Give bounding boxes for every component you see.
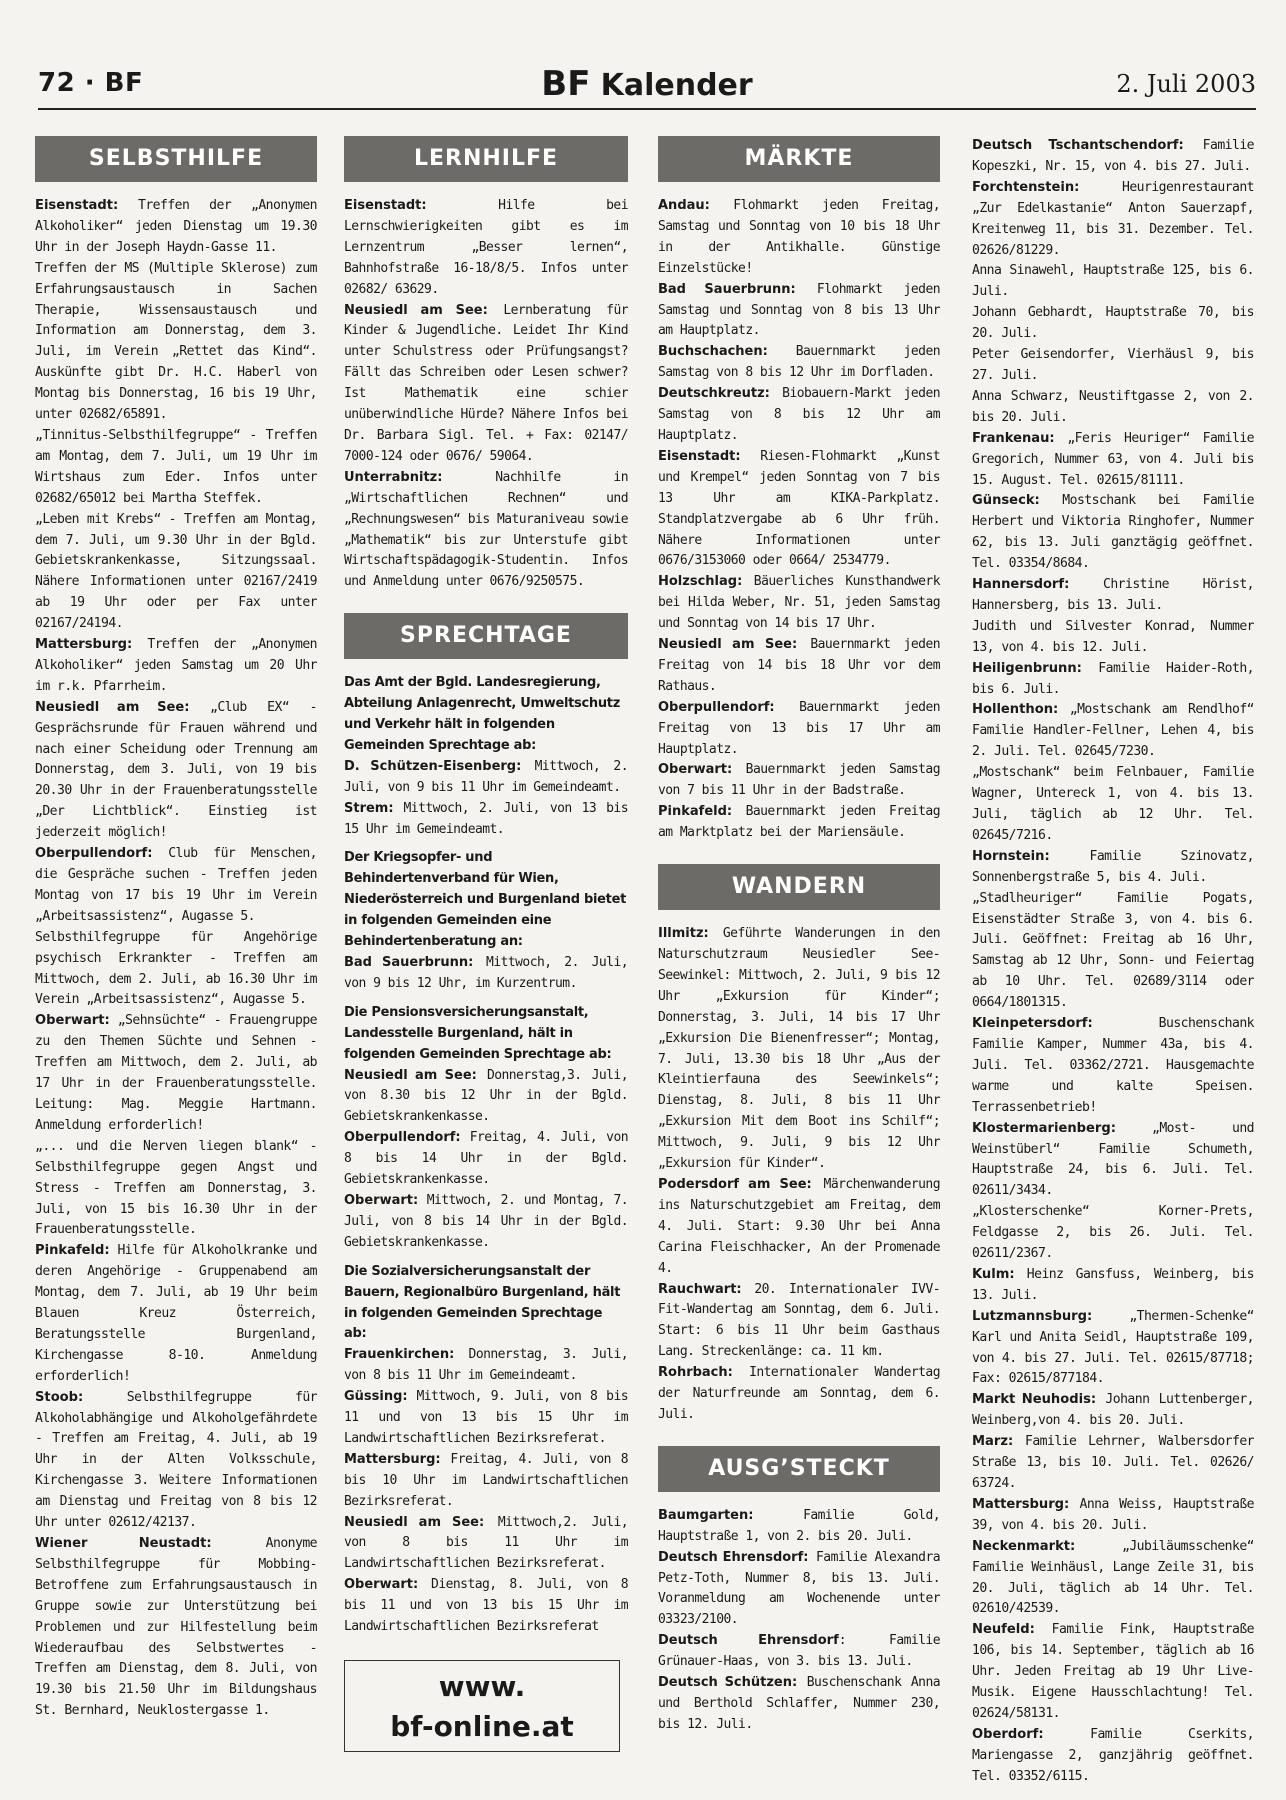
listing-entry (972, 1725, 1254, 1788)
listing-entry (972, 1307, 1254, 1391)
listing-place: Hannersdorf: (972, 577, 1070, 593)
listing-text: Familie Kopeszki, Nr. 15, von 4. bis 27. Juli. (972, 138, 1255, 174)
sprechtage-block (344, 757, 628, 841)
listing-place: Markt Neuhodis: (972, 1392, 1097, 1408)
listing-place: Hornstein: (972, 848, 1050, 864)
listing-entry (658, 1673, 940, 1736)
listing-place: Rohrbach: (658, 1365, 733, 1381)
listing-entry (658, 447, 940, 572)
listing-text: Mostschank bei Familie Herbert und Viktoria Ringhofer, Nummer 62, bis 13. Juli ganztägig geöffnet. Tel. 03354/8684. (972, 493, 1254, 572)
listing-text: „Most- und Weinstüberl“ Familie Schumeth, Hauptstraße 24, bis 6. Juli. Tel. 02611/3434. (972, 1120, 1254, 1199)
sprechtage-intro: Das Amt der Bgld. Landesregierung, Abteilung Anlagenrecht, Umweltschutz und Verkehr hält in folgenden Gemeinden Sprechtage ab: (344, 675, 620, 753)
listing-entry (658, 1506, 940, 1548)
listing-text: Internationaler Wandertag der Naturfreunde am Sonntag, dem 6. Juli. (658, 1365, 940, 1422)
listing-text: Familie Haider-Roth, bis 6. Juli. (972, 660, 1254, 697)
section-heading-sprechtage: SPRECHTAGE (344, 613, 628, 659)
listing-text: Anna Weiss, Hauptstraße 39, von 4. bis 20. Juli. (972, 1496, 1254, 1533)
listing-text: „Mostschank“ beim Felnbauer, Familie Wagner, Untereck 1, von 4. bis 13. Juli, täglich ab 12 Uhr. Tel. 02645/7216. (972, 765, 1254, 843)
column-lernhilfe-sprechtage (344, 136, 628, 1752)
listing-text: Freitag, 4. Juli, von 8 bis 14 Uhr in der Bgld. Gebietskrankenkasse. (344, 1130, 628, 1188)
entries-sprechtage (344, 673, 628, 1638)
listing-entry (658, 1363, 940, 1426)
section-heading-maerkte: MÄRKTE (658, 136, 940, 182)
listing-entry (972, 1537, 1254, 1621)
listing-text: Treffen der „Anonymen Alkoholiker“ jeden Dienstag um 19.30 Uhr in der Joseph Haydn-Gasse 11. (35, 198, 317, 255)
listing-entry (344, 1450, 628, 1513)
listing-place: Deutsch Ehrensdorf (658, 1633, 839, 1649)
listing-text: Buschenschank Anna und Berthold Schlaffer, Nummer 230, bis 12. Juli. (658, 1675, 940, 1732)
listing-place: Rauchwart: (658, 1281, 742, 1297)
listing-entry (658, 635, 940, 698)
listing-place: Pinkafeld: (35, 1243, 110, 1259)
listing-text: Flohmarkt jeden Samstag und Sonntag von 8 bis 13 Uhr am Hauptplatz. (658, 281, 940, 339)
listing-entry (972, 178, 1254, 262)
issue-date: 2. Juli 2003 (1116, 70, 1256, 98)
listing-text: Flohmarkt jeden Freitag, Samstag und Sonntag von 10 bis 18 Uhr in der Antikhalle. Günstige Einzelstücke! (658, 198, 940, 276)
listing-text: Hilfe für Alkoholkranke und deren Angehörige - Gruppenabend am Montag, dem 7. Juli, ab 19 Uhr beim Blauen Kreuz Österreich, Beratungsstelle Burgenland, Kirchengasse 8-10. Anmeldung erforderlich! (35, 1243, 317, 1384)
listing-entry (972, 1495, 1254, 1537)
listing-text: Familie Cserkits, Mariengasse 2, ganzjährig geöffnet. Tel. 03352/6115. (972, 1726, 1254, 1784)
listing-place: Güssing: (344, 1389, 408, 1405)
listing-place: Oberwart: (344, 1192, 419, 1208)
listing-place: Strem: (344, 800, 394, 816)
listing-text: Lernberatung für Kinder & Jugendliche. Leidet Ihr Kind unter Schulstress oder Prüfungsangst? Fällt das Schreiben oder Lesen schwer? Ist Mathematik eine schier unüberwindliche Hürde? Nähere Infos bei Dr. Barbara Sigl. Tel. + Fax: 02147/ 7000-124 oder 0676/ 59064. (344, 302, 628, 464)
listing-place: Neusiedl am See: (344, 1514, 485, 1530)
sprechtage-block (344, 953, 628, 995)
listing-text: Familie Gold, Hauptstraße 1, von 2. bis 20. Juli. (658, 1507, 940, 1544)
listing-place: Frankenau: (972, 430, 1055, 446)
listing-place: Deutschkreutz: (658, 386, 770, 402)
listing-text: Treffen der MS (Multiple Sklerose) zum Erfahrungsaustausch in Sachen Therapie, Wissensaustausch und Information am Donnerstag, dem 3. Juli, im Verein „Rettet das Kind“. Auskünfte gibt Dr. H.C. Haberl von Montag bis Donnerstag, 16 bis 19 Uhr, unter 02682/65891. (35, 260, 317, 423)
section-heading-ausgsteckt: AUSG’STECKT (658, 1446, 940, 1492)
listing-entry (344, 196, 628, 301)
listing-entry (344, 1513, 628, 1576)
listing-entry (972, 1014, 1254, 1119)
listing-entry (344, 757, 628, 799)
listing-place: Deutsch Tschantschendorf: (972, 138, 1184, 153)
listing-entry (972, 261, 1254, 303)
listing-place: Neusiedl am See: (344, 302, 488, 318)
listing-place: Klostermarienberg: (972, 1120, 1116, 1136)
listing-place: Pinkafeld: (658, 804, 733, 820)
listing-place: Mattersburg: (972, 1496, 1070, 1512)
sprechtage-intro: Die Sozialversicherungsanstalt der Bauern, Regionalbüro Burgenland, hält in folgenden Gemeinden Sprechtage ab: (344, 1263, 621, 1342)
listing-place: Holzschlag: (658, 574, 743, 590)
listing-place: Heiligenbrunn: (972, 660, 1082, 676)
listing-entry (972, 1432, 1254, 1495)
listing-entry (35, 1534, 317, 1722)
column-selbsthilfe (35, 136, 317, 1722)
listing-place: Podersdorf am See: (658, 1176, 812, 1192)
listing-text: Mittwoch, 2. und Montag, 7. Juli, von 8 bis 14 Uhr in der Bgld. Gebietskrankenkasse. (344, 1192, 628, 1250)
listing-place: Illmitz: (658, 926, 709, 942)
listing-entry (35, 635, 317, 698)
listing-text: Geführte Wanderungen in den Naturschutzraum Neusiedler See-Seewinkel: Mittwoch, 2. Juli, 9 bis 12 Uhr „Exkursion für Kinder“; Donnerstag, 3. Juli, 14 bis 17 Uhr „Exkursion Die Bienenfresser“; Montag, 7. Juli, 13.30 bis 18 Uhr „Aus der Kleintierfauna des Seewinkels“; Dienstag, 8. Juli, 8 bis 11 Uhr „Exkursion Mit dem Boot ins Schilf“; Mittwoch, 9. Juli, 9 bis 12 Uhr „Exkursion für Kinder“. (658, 926, 940, 1172)
listing-entry (972, 429, 1254, 492)
listing-text: Märchenwanderung ins Naturschutzgebiet am Freitag, dem 4. Juli. Start: 9.30 Uhr bei Anna Carina Fleischhacker, An der Promenade 4. (658, 1176, 940, 1276)
listing-entry (35, 928, 317, 1012)
listing-text: 20. Internationaler IVV-Fit-Wandertag am Sonntag, dem 6. Juli. Start: 6 bis 11 Uhr beim Gasthaus Lang. Streckenlänge: ca. 11 km. (658, 1281, 940, 1360)
listing-text: Selbsthilfegruppe für Angehörige psychisch Erkrankter - Treffen am Mittwoch, dem 2. Juli, ab 16.30 Uhr im Verein „Arbeitsassistenz“, Augasse 5. (35, 929, 317, 1008)
entries-wandern (658, 924, 940, 1426)
listing-place: Oberwart: (35, 1013, 110, 1029)
listing-place: Eisenstadt: (658, 448, 741, 464)
listing-entry (972, 1119, 1254, 1203)
listing-place: Kulm: (972, 1266, 1015, 1282)
listing-text: Donnerstag, 3. Juli, von 8 bis 11 Uhr im Gemeindeamt. (344, 1347, 628, 1384)
listing-entry (35, 510, 317, 635)
listing-entry (344, 301, 628, 468)
listing-entry (972, 700, 1254, 763)
listing-place: Frauenkirchen: (344, 1347, 455, 1363)
listing-entry (658, 1280, 940, 1364)
listing-text: Treffen der „Anonymen Alkoholiker“ jeden Samstag um 20 Uhr im r.k. Pfarrheim. (35, 637, 317, 694)
listing-entry (972, 387, 1254, 429)
entries-selbsthilfe (35, 196, 317, 1722)
listing-text: „Thermen-Schenke“ Karl und Anita Seidl, Hauptstraße 109, von 4. bis 27. Juli. Tel. 02615/87718; Fax: 02615/877184. (972, 1308, 1254, 1387)
listing-text: „Mostschank am Rendlhof“ Familie Handler-Fellner, Lehen 4, bis 2. Juli. Tel. 02645/7230. (972, 702, 1254, 760)
listing-entry (658, 802, 940, 844)
sprechtage-intro: Die Pensionsversicherungsanstalt, Landesstelle Burgenland, hält in folgenden Gemeinden Sprechtage ab: (344, 1004, 612, 1062)
listing-text: Mittwoch, 2. Juli, von 9 bis 12 Uhr, im Kurzentrum. (344, 955, 628, 991)
listing-place: Neusiedl am See: (344, 1067, 477, 1083)
listing-entry (658, 384, 940, 447)
listing-entry (658, 760, 940, 802)
listing-entry (658, 342, 940, 384)
listing-place: Unterrabnitz: (344, 469, 443, 485)
listing-text: Freitag, 4. Juli, von 8 bis 10 Uhr im Landwirtschaftlichen Bezirksreferat. (344, 1451, 628, 1509)
listing-text: Riesen-Flohmarkt „Kunst und Krempel“ jeden Sonntag von 7 bis 13 Uhr am KIKA-Parkplatz. Standplatzvergabe ab 6 Uhr früh. Nähere Informationen unter 0676/3153060 oder 0664/ 2534779. (658, 448, 940, 569)
listing-entry (972, 345, 1254, 387)
sprechtage-block (344, 1345, 628, 1638)
section-heading-wandern: WANDERN (658, 864, 940, 910)
listing-place: Deutsch Ehrensdorf: (658, 1549, 809, 1565)
listing-entry (344, 1128, 628, 1191)
listing-place: Oberdorf: (972, 1726, 1044, 1742)
listing-text: „Leben mit Krebs“ - Treffen am Montag, dem 7. Juli, um 9.30 Uhr in der Bgld. Gebietskrankenkasse, Sitzungssaal. Nähere Informationen unter 02167/2419 ab 19 Uhr oder per Fax unter 02167/24194. (35, 511, 317, 632)
listing-text: Anna Sinawehl, Hauptstraße 125, bis 6. Juli. (972, 263, 1254, 300)
listing-text: Familie Szinovatz, Sonnenbergstraße 5, bis 4. Juli. (972, 848, 1254, 885)
title-logo: BF (541, 64, 591, 104)
listing-text: Bauernmarkt jeden Samstag von 7 bis 11 Uhr in der Badstraße. (658, 762, 940, 799)
listing-place: Bad Sauerbrunn: (344, 955, 474, 970)
listing-text: „... und die Nerven liegen blank“ - Selbsthilfegruppe gegen Angst und Stress - Treffen am Donnerstag, 3. Juli, von 15 bis 16.30 Uhr in der Frauenberatungsstelle. (35, 1138, 317, 1238)
listing-text: Dienstag, 8. Juli, von 8 bis 11 und von 13 bis 15 Uhr im Landwirtschaftlichen Bezirksreferat (344, 1577, 628, 1635)
entries-maerkte (658, 196, 940, 844)
listing-text: Mittwoch, 2. Juli, von 9 bis 11 Uhr im Gemeindeamt. (344, 758, 628, 795)
listing-place: Wiener Neustadt: (35, 1536, 212, 1551)
listing-entry (35, 1137, 317, 1242)
sprechtage-intro: Der Kriegsopfer- und Behindertenverband für Wien, Niederösterreich und Burgenland bietet in folgenden Gemeinden eine Behindertenberatung an: (344, 850, 627, 950)
listing-text: Christine Hörist, Hannersberg, bis 13. Juli. (972, 577, 1254, 613)
listing-place: Mattersburg: (35, 637, 133, 653)
listing-entry (658, 1175, 940, 1280)
listing-entry (972, 847, 1254, 889)
listing-text: Anna Schwarz, Neustiftgasse 2, von 2. bis 20. Juli. (972, 388, 1254, 425)
listing-place: Oberwart: (658, 762, 733, 778)
listing-text: : Familie Grünauer-Haas, von 3. bis 13. Juli. (658, 1633, 940, 1670)
website-line-1: www. (438, 1670, 526, 1703)
section-heading-selbsthilfe: SELBSTHILFE (35, 136, 317, 182)
column-maerkte-wandern (658, 136, 940, 1736)
listing-entry (658, 280, 940, 343)
listing-entry (972, 491, 1254, 575)
listing-text: Peter Geisendorfer, Vierhäusl 9, bis 27. Juli. (972, 347, 1254, 383)
listing-place: Neusiedl am See: (658, 637, 798, 653)
listing-text: Nachhilfe in „Wirtschaftlichen Rechnen“ und „Rechnungswesen“ bis Maturaniveau sowie „Mathematik“ bis zur Unterstufe gibt Wirtschaftspädagogik-Studentin. Infos und Anmeldung unter 0676/9250575. (344, 469, 628, 590)
listing-place: Mattersburg: (344, 1451, 441, 1467)
listing-entry (972, 1202, 1254, 1265)
listing-text: Judith und Silvester Konrad, Nummer 13, von 4. bis 12. Juli. (972, 618, 1254, 655)
listing-text: Familie Fink, Hauptstraße 106, bis 14. September, täglich ab 16 Uhr. Jeden Freitag ab 19 Uhr Live-Musik. Eigene Hausschlachtung! Tel. 02624/58131. (972, 1622, 1254, 1721)
listing-entry (35, 698, 317, 844)
listing-place: Andau: (658, 198, 710, 213)
listing-text: Mittwoch,2. Juli, von 8 bis 11 Uhr im Landwirtschaftlichen Bezirksreferat. (344, 1514, 628, 1572)
website-line-2: bf-online.at (390, 1710, 574, 1743)
page-header (38, 58, 1256, 112)
website-box[interactable] (344, 1660, 620, 1752)
listing-entry (972, 889, 1254, 1014)
page-number: 72 · BF (38, 68, 144, 98)
listing-place: Eisenstadt: (344, 198, 427, 213)
listing-text: Buschenschank Familie Kamper, Nummer 43a, bis 4. Juli. Tel. 03362/2721. Hausgemachte warme und kalte Speisen. Terrassenbetrieb! (972, 1016, 1254, 1115)
listing-entry (344, 799, 628, 841)
listing-place: Forchtenstein: (972, 179, 1080, 195)
listing-entry (35, 1388, 317, 1534)
listing-text: Heinz Gansfuss, Weinberg, bis 13. Juli. (972, 1266, 1254, 1303)
listing-place: Oberpullendorf: (35, 846, 153, 862)
listing-entry (972, 303, 1254, 345)
listing-entry (344, 1066, 628, 1129)
listing-place: Lutzmannsburg: (972, 1308, 1093, 1324)
listing-text: Bauernmarkt jeden Freitag von 14 bis 18 Uhr vor dem Rathaus. (658, 637, 940, 694)
listing-entry (658, 1548, 940, 1632)
listing-text: Familie Alexandra Petz-Toth, Nummer 8, bis 13. Juli. Voranmeldung am Wochenende unter 03323/2100. (658, 1549, 940, 1628)
entries-ausgsteckt-continued (972, 136, 1254, 1788)
listing-place: Günseck: (972, 493, 1040, 509)
listing-entry (972, 1265, 1254, 1307)
listing-place: Kleinpetersdorf: (972, 1016, 1093, 1032)
listing-place: Marz: (972, 1434, 1014, 1450)
title-text: Kalender (600, 68, 753, 103)
listing-entry (972, 1390, 1254, 1432)
sprechtage-block (344, 1066, 628, 1254)
listing-text: Mittwoch, 9. Juli, von 8 bis 11 und von 13 bis 15 Uhr im Landwirtschaftlichen Bezirksreferat. (344, 1389, 628, 1446)
listing-text: „Klosterschenke“ Korner-Prets, Feldgasse 2, bis 26. Juli. Tel. 02611/2367. (972, 1204, 1254, 1262)
listing-entry (35, 426, 317, 510)
listing-text: Johann Luttenberger, Weinberg,von 4. bis 20. Juli. (972, 1392, 1255, 1429)
listing-text: Anonyme Selbsthilfegruppe für Mobbing-Betroffene zum Erfahrungsaustausch in Gruppe sowie zur Unterstützung bei Problemen und zur Hilfestellung beim Wiederaufbau des Selbstwertes - Treffen am Dienstag, dem 8. Juli, von 19.30 bis 21.50 Uhr im Bildungshaus St. Bernhard, Neuklostergasse 1. (35, 1536, 317, 1719)
listing-text: „Feris Heuriger“ Familie Gregorich, Nummer 63, von 4. Juli bis 15. August. Tel. 02615/81111. (972, 430, 1254, 488)
entries-lernhilfe (344, 196, 628, 593)
listing-text: Club für Menschen, die Gespräche suchen - Treffen jeden Montag von 17 bis 19 Uhr im Verein „Arbeitsassistenz“, Augasse 5. (35, 846, 317, 924)
listing-entry (35, 196, 317, 259)
listing-text: Johann Gebhardt, Hauptstraße 70, bis 20. Juli. (972, 305, 1254, 342)
listing-entry (658, 572, 940, 635)
listing-entry (972, 659, 1254, 701)
page-title (38, 64, 1256, 104)
listing-entry (344, 1575, 628, 1638)
entries-ausgsteckt (658, 1506, 940, 1736)
listing-place: Neufeld: (972, 1622, 1035, 1638)
listing-place: Deutsch Schützen: (658, 1675, 798, 1691)
listing-entry (972, 763, 1254, 847)
listing-entry (35, 1241, 317, 1387)
column-ausgsteckt-continued (972, 136, 1254, 1788)
listing-place: Buchschachen: (658, 344, 768, 360)
listing-entry (658, 196, 940, 280)
listing-text: „Sehnsüchte“ - Frauengruppe zu den Themen Süchte und Sehnen - Treffen am Mittwoch, dem 2. Juli, ab 17 Uhr in der Frauenberatungsstelle. Leitung: Mag. Meggie Hartmann. Anmeldung erforderlich! (35, 1013, 317, 1133)
listing-place: Eisenstadt: (35, 198, 119, 213)
listing-text: Hilfe bei Lernschwierigkeiten gibt es im Lernzentrum „Besser lernen“, Bahnhofstraße 16-18/8/5. Infos unter 02682/ 63629. (344, 198, 628, 297)
listing-entry (658, 924, 940, 1175)
section-heading-lernhilfe: LERNHILFE (344, 136, 628, 182)
listing-text: Mittwoch, 2. Juli, von 13 bis 15 Uhr im Gemeindeamt. (344, 800, 628, 837)
listing-place: Stoob: (35, 1389, 84, 1405)
listing-place: Oberwart: (344, 1577, 419, 1593)
listing-text: Bäuerliches Kunsthandwerk bei Hilda Weber, Nr. 51, jeden Samstag und Sonntag von 14 bis 17 Uhr. (658, 574, 940, 632)
listing-place: Neusiedl am See: (35, 699, 190, 715)
listing-text: Biobauern-Markt jeden Samstag von 8 bis 12 Uhr am Hauptplatz. (658, 386, 940, 443)
listing-text: Selbsthilfegruppe für Alkoholabhängige und Alkoholgefährdete - Treffen am Freitag, 4. Juli, ab 19 Uhr in der Alten Volksschule, Kirchengasse 3. Weitere Informationen am Dienstag und Freitag von 8 bis 12 Uhr unter 02612/42137. (35, 1389, 317, 1531)
listing-place: Baumgarten: (658, 1507, 754, 1523)
header-rule (38, 108, 1256, 110)
listing-entry (344, 1387, 628, 1450)
listing-entry (344, 953, 628, 995)
listing-entry (972, 1620, 1254, 1725)
listing-place: D. Schützen-Eisenberg: (344, 758, 522, 774)
listing-entry (35, 844, 317, 928)
listing-entry (35, 1011, 317, 1136)
listing-text: Donnerstag,3. Juli, von 8.30 bis 12 Uhr in der Bgld. Gebietskrankenkasse. (344, 1067, 628, 1125)
listing-text: „Tinnitus-Selbsthilfegruppe“ - Treffen am Montag, dem 7. Juli, um 19 Uhr im Wirtshaus zum Eder. Infos unter 02682/65012 bei Martha Steffek. (35, 427, 317, 506)
listing-text: „Club EX“ - Gesprächsrunde für Frauen während und nach einer Scheidung oder Trennung am Donnerstag, dem 3. Juli, von 19 bis 20.30 Uhr in der Frauenberatungsstelle „Der Lichtblick“. Einstieg ist jederzeit möglich! (35, 699, 317, 841)
listing-text: Familie Lehrner, Walbersdorfer Straße 13, bis 10. Juli. Tel. 02626/ 63724. (972, 1434, 1254, 1491)
listing-entry (344, 1345, 628, 1387)
listing-text: Bauernmarkt jeden Freitag am Marktplatz bei der Mariensäule. (658, 804, 940, 841)
listing-place: Oberpullendorf: (658, 699, 775, 715)
listing-text: Bauernmarkt jeden Samstag von 8 bis 12 Uhr im Dorfladen. (658, 344, 940, 381)
listing-entry (658, 1631, 940, 1673)
listing-place: Bad Sauerbrunn: (658, 281, 796, 297)
listing-entry (972, 617, 1254, 659)
listing-place: Hollenthon: (972, 702, 1059, 718)
listing-entry (972, 136, 1254, 178)
listing-entry (344, 468, 628, 593)
listing-text: Heurigenrestaurant „Zur Edelkastanie“ Anton Sauerzapf, Kreitenweg 11, bis 31. Dezember. Tel. 02626/81229. (972, 179, 1254, 258)
listing-place: Oberpullendorf: (344, 1130, 461, 1146)
listing-entry (344, 1191, 628, 1254)
listing-entry (658, 698, 940, 761)
listing-text: „Stadlheuriger“ Familie Pogats, Eisenstädter Straße 3, von 4. bis 6. Juli. Geöffnet: Freitag ab 16 Uhr, Samstag ab 12 Uhr, Sonn- und Feiertag ab 10 Uhr. Tel. 02689/3114 oder 0664/1801315. (972, 890, 1254, 1011)
listing-text: „Jubiläumsschenke“ Familie Weinhäusl, Lange Zeile 31, bis 20. Juli, täglich ab 14 Uhr. Tel. 02610/42539. (972, 1538, 1254, 1617)
listing-place: Neckenmarkt: (972, 1538, 1076, 1554)
listing-entry (972, 575, 1254, 617)
listing-entry (35, 259, 317, 426)
listing-text: Bauernmarkt jeden Freitag von 13 bis 17 Uhr am Hauptplatz. (658, 699, 940, 757)
